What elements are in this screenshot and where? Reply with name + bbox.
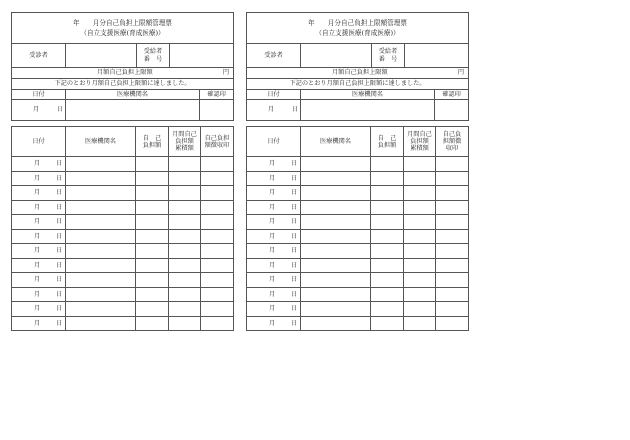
- month-label: 月: [34, 261, 41, 269]
- log-cumulative-field[interactable]: [404, 287, 436, 302]
- log-institution-field[interactable]: [66, 302, 136, 317]
- confirm-seal-field[interactable]: [200, 100, 234, 121]
- log-date-field[interactable]: [12, 287, 66, 302]
- log-row: [247, 258, 469, 273]
- confirm-seal-field[interactable]: [435, 100, 469, 121]
- log-institution-field[interactable]: [301, 229, 371, 244]
- day-label: 日: [56, 290, 63, 298]
- log-row: [247, 186, 469, 201]
- day-label: 日: [291, 305, 298, 312]
- log-self-pay-field[interactable]: [371, 302, 404, 317]
- month-label: 月: [269, 319, 276, 327]
- log-row: [247, 157, 469, 172]
- day-label: 日: [291, 160, 298, 167]
- log-cumulative-field[interactable]: [404, 258, 436, 273]
- month-label: 月: [269, 232, 276, 240]
- log-date-field[interactable]: [12, 316, 66, 331]
- log-cumulative-field[interactable]: [404, 215, 436, 230]
- confirm-seal-header: 確認印: [435, 90, 469, 100]
- log-self-pay-field[interactable]: [136, 287, 169, 302]
- log-cumulative-field[interactable]: [169, 273, 201, 288]
- monthly-limit-row[interactable]: [12, 68, 234, 79]
- receipt-header-line1: 自己負: [442, 131, 462, 138]
- day-label: 日: [56, 319, 63, 327]
- month-label: 月: [269, 174, 276, 182]
- log-self-pay-field[interactable]: [136, 273, 169, 288]
- log-cumulative-field[interactable]: [404, 200, 436, 215]
- log-institution-field[interactable]: [66, 244, 136, 259]
- log-institution-field[interactable]: [66, 200, 136, 215]
- log-receipt-seal-field[interactable]: [436, 186, 469, 201]
- log-date-field[interactable]: [247, 200, 301, 215]
- monthly-limit-row[interactable]: [247, 68, 469, 79]
- log-self-pay-field[interactable]: [136, 171, 169, 186]
- day-label: 日: [56, 160, 63, 167]
- log-self-pay-field[interactable]: [371, 258, 404, 273]
- confirm-date-header: 日付: [12, 90, 66, 100]
- log-institution-field[interactable]: [66, 287, 136, 302]
- log-receipt-seal-field[interactable]: [436, 244, 469, 259]
- log-self-pay-field[interactable]: [371, 287, 404, 302]
- log-self-pay-field[interactable]: [136, 200, 169, 215]
- monthly-limit-label: 月額自己負担上限額: [332, 69, 388, 76]
- log-row: [247, 171, 469, 186]
- month-label: 月: [268, 106, 275, 113]
- log-institution-field[interactable]: [66, 157, 136, 172]
- patient-label: 受診者: [247, 44, 301, 68]
- log-date-field[interactable]: [12, 157, 66, 172]
- log-cumulative-header: [404, 127, 436, 157]
- log-cumulative-field[interactable]: [404, 244, 436, 259]
- log-receipt-seal-header: [201, 127, 234, 157]
- day-label: 日: [291, 174, 298, 182]
- log-self-pay-field[interactable]: [136, 215, 169, 230]
- log-receipt-seal-field[interactable]: [436, 157, 469, 172]
- confirm-institution-header: 医療機関名: [66, 90, 200, 100]
- log-institution-field[interactable]: [301, 258, 371, 273]
- log-date-field[interactable]: [247, 229, 301, 244]
- day-label: 日: [56, 247, 63, 254]
- log-date-field[interactable]: [12, 244, 66, 259]
- log-institution-field[interactable]: [301, 287, 371, 302]
- log-receipt-seal-field[interactable]: [201, 200, 234, 215]
- confirm-seal-header: 確認印: [200, 90, 234, 100]
- month-label: 月: [269, 261, 276, 269]
- log-receipt-seal-field[interactable]: [201, 186, 234, 201]
- log-date-field[interactable]: [12, 273, 66, 288]
- log-institution-field[interactable]: [301, 171, 371, 186]
- recipient-number-label: [372, 44, 405, 68]
- log-date-field[interactable]: [247, 171, 301, 186]
- log-self-pay-field[interactable]: [371, 229, 404, 244]
- payment-log-table: [11, 126, 234, 331]
- self-pay-header-line2: 負担額: [142, 141, 162, 149]
- log-date-field[interactable]: [12, 302, 66, 317]
- limit-reached-note: 下記のとおり月額自己負担上限額に達しました。: [12, 79, 234, 90]
- log-row: [247, 200, 469, 215]
- form-title-line2: （自立支援医療(育成医療)）: [80, 29, 165, 37]
- day-label: 日: [56, 174, 63, 182]
- log-date-field[interactable]: [247, 157, 301, 172]
- cumulative-header-line2: 負担額: [410, 138, 429, 145]
- log-receipt-seal-field[interactable]: [436, 258, 469, 273]
- log-self-pay-field[interactable]: [371, 215, 404, 230]
- log-institution-field[interactable]: [66, 186, 136, 201]
- confirm-institution-field[interactable]: [66, 100, 200, 121]
- day-label: 日: [56, 305, 63, 312]
- log-institution-field[interactable]: [301, 244, 371, 259]
- self-pay-header-line1: 自 己: [377, 134, 397, 142]
- month-label: 月: [34, 247, 41, 254]
- month-label: 月: [269, 160, 276, 167]
- confirm-date-field[interactable]: [12, 100, 66, 121]
- day-label: 日: [291, 232, 298, 240]
- log-row: [12, 229, 234, 244]
- day-label: 日: [291, 276, 298, 283]
- log-self-pay-field[interactable]: [371, 200, 404, 215]
- log-row: [247, 244, 469, 259]
- log-cumulative-header: [169, 127, 201, 157]
- log-date-field[interactable]: [12, 186, 66, 201]
- confirm-institution-header: 医療機関名: [301, 90, 435, 100]
- month-label: 月: [34, 160, 41, 167]
- month-label: 月: [34, 189, 41, 196]
- log-institution-field[interactable]: [66, 258, 136, 273]
- log-receipt-seal-field[interactable]: [201, 215, 234, 230]
- log-cumulative-field[interactable]: [169, 229, 201, 244]
- day-label: 日: [291, 290, 298, 298]
- log-self-pay-field[interactable]: [371, 273, 404, 288]
- log-date-header: 日付: [12, 127, 66, 157]
- patient-name-field[interactable]: [66, 44, 137, 68]
- month-label: 月: [34, 290, 41, 298]
- log-receipt-seal-field[interactable]: [201, 316, 234, 331]
- month-label: 月: [33, 106, 40, 113]
- log-institution-field[interactable]: [301, 200, 371, 215]
- receipt-header-line1: 自己負担: [204, 134, 230, 142]
- log-cumulative-field[interactable]: [169, 316, 201, 331]
- cumulative-header-line1: 月間自己: [172, 131, 197, 138]
- patient-name-field[interactable]: [301, 44, 372, 68]
- log-self-pay-field[interactable]: [371, 244, 404, 259]
- log-row: [12, 287, 234, 302]
- log-receipt-seal-field[interactable]: [436, 229, 469, 244]
- form-title: [247, 13, 469, 44]
- month-label: 月: [269, 290, 276, 298]
- log-receipt-seal-field[interactable]: [436, 200, 469, 215]
- monthly-limit-unit: 円: [457, 69, 465, 76]
- log-row: [12, 244, 234, 259]
- limit-reached-note: 下記のとおり月額自己負担上限額に達しました。: [247, 79, 469, 90]
- monthly-limit-unit: 円: [222, 69, 230, 76]
- log-date-field[interactable]: [247, 258, 301, 273]
- recipient-label-line1: 受給者: [143, 48, 163, 55]
- form-header-table: [246, 12, 469, 90]
- log-institution-field[interactable]: [66, 171, 136, 186]
- confirm-date-field[interactable]: [247, 100, 301, 121]
- log-institution-field[interactable]: [66, 215, 136, 230]
- log-self-pay-field[interactable]: [136, 229, 169, 244]
- form-title-line1: 年 月分自己負担上限額管理票: [73, 19, 172, 27]
- log-row: [12, 215, 234, 230]
- log-cumulative-field[interactable]: [404, 316, 436, 331]
- log-date-field[interactable]: [247, 215, 301, 230]
- log-date-field[interactable]: [247, 316, 301, 331]
- log-self-pay-field[interactable]: [371, 186, 404, 201]
- log-institution-field[interactable]: [301, 186, 371, 201]
- log-date-field[interactable]: [12, 171, 66, 186]
- log-self-pay-field[interactable]: [371, 171, 404, 186]
- log-receipt-seal-field[interactable]: [436, 316, 469, 331]
- day-label: 日: [291, 261, 298, 269]
- day-label: 日: [291, 189, 298, 196]
- log-cumulative-field[interactable]: [404, 186, 436, 201]
- day-label: 日: [57, 106, 64, 113]
- self-pay-header-line1: 自 己: [142, 134, 162, 142]
- form-header-table: [11, 12, 234, 90]
- log-row: [247, 215, 469, 230]
- log-row: [12, 200, 234, 215]
- log-self-pay-field[interactable]: [371, 316, 404, 331]
- log-date-field[interactable]: [247, 302, 301, 317]
- log-row: [12, 186, 234, 201]
- log-self-pay-field[interactable]: [136, 157, 169, 172]
- day-label: 日: [291, 203, 298, 211]
- day-label: 日: [56, 203, 63, 211]
- log-receipt-seal-field[interactable]: [201, 258, 234, 273]
- log-row: [247, 316, 469, 331]
- log-receipt-seal-field[interactable]: [436, 302, 469, 317]
- day-label: 日: [291, 218, 298, 225]
- log-institution-field[interactable]: [301, 215, 371, 230]
- recipient-number-field[interactable]: [170, 44, 234, 68]
- log-date-field[interactable]: [247, 287, 301, 302]
- log-date-field[interactable]: [247, 244, 301, 259]
- log-row: [12, 316, 234, 331]
- log-institution-field[interactable]: [66, 316, 136, 331]
- day-label: 日: [56, 261, 63, 269]
- payment-log-table: [246, 126, 469, 331]
- log-institution-field[interactable]: [301, 302, 371, 317]
- log-receipt-seal-header: [436, 127, 469, 157]
- month-label: 月: [269, 247, 276, 254]
- day-label: 日: [56, 189, 63, 196]
- log-cumulative-field[interactable]: [404, 157, 436, 172]
- month-label: 月: [269, 189, 276, 196]
- log-receipt-seal-field[interactable]: [201, 287, 234, 302]
- log-cumulative-field[interactable]: [169, 215, 201, 230]
- month-label: 月: [34, 203, 41, 211]
- log-cumulative-field[interactable]: [404, 302, 436, 317]
- receipt-header-line2: 担額徴: [442, 138, 462, 145]
- log-date-field[interactable]: [12, 215, 66, 230]
- confirm-date-header: 日付: [247, 90, 301, 100]
- month-label: 月: [34, 218, 41, 225]
- log-institution-field[interactable]: [301, 157, 371, 172]
- log-cumulative-field[interactable]: [404, 229, 436, 244]
- log-row: [12, 258, 234, 273]
- log-row: [247, 273, 469, 288]
- log-receipt-seal-field[interactable]: [201, 157, 234, 172]
- log-cumulative-field[interactable]: [169, 302, 201, 317]
- recipient-number-field[interactable]: [405, 44, 469, 68]
- day-label: 日: [291, 247, 298, 254]
- log-institution-field[interactable]: [301, 316, 371, 331]
- cumulative-header-line3: 累積額: [410, 145, 429, 152]
- log-self-pay-header: [136, 127, 169, 157]
- form-left: [11, 12, 233, 331]
- log-cumulative-field[interactable]: [404, 273, 436, 288]
- log-date-field[interactable]: [12, 258, 66, 273]
- day-label: 日: [291, 319, 298, 327]
- log-cumulative-field[interactable]: [404, 171, 436, 186]
- month-label: 月: [34, 319, 41, 327]
- log-cumulative-field[interactable]: [169, 186, 201, 201]
- confirm-table: [246, 89, 469, 121]
- log-self-pay-field[interactable]: [136, 302, 169, 317]
- log-receipt-seal-field[interactable]: [201, 229, 234, 244]
- log-institution-field[interactable]: [301, 273, 371, 288]
- log-receipt-seal-field[interactable]: [201, 171, 234, 186]
- log-receipt-seal-field[interactable]: [201, 244, 234, 259]
- form-title-line2: （自立支援医療(育成医療)）: [315, 29, 400, 37]
- recipient-label-line2: 番 号: [143, 55, 163, 63]
- cumulative-header-line3: 累積額: [175, 145, 194, 152]
- recipient-label-line1: 受給者: [378, 48, 398, 55]
- cumulative-header-line2: 負担額: [175, 138, 194, 145]
- patient-label: 受診者: [12, 44, 66, 68]
- log-self-pay-header: [371, 127, 404, 157]
- self-pay-header-line2: 負担額: [377, 141, 397, 149]
- month-label: 月: [269, 276, 276, 283]
- log-self-pay-field[interactable]: [136, 258, 169, 273]
- log-date-field[interactable]: [247, 273, 301, 288]
- month-label: 月: [34, 232, 41, 240]
- log-row: [247, 302, 469, 317]
- day-label: 日: [56, 276, 63, 283]
- log-date-field[interactable]: [12, 229, 66, 244]
- log-cumulative-field[interactable]: [169, 171, 201, 186]
- month-label: 月: [269, 203, 276, 211]
- recipient-number-label: [137, 44, 170, 68]
- log-institution-field[interactable]: [66, 273, 136, 288]
- log-date-field[interactable]: [247, 186, 301, 201]
- log-receipt-seal-field[interactable]: [201, 273, 234, 288]
- log-date-field[interactable]: [12, 200, 66, 215]
- log-institution-header: 医療機関名: [301, 127, 371, 157]
- month-label: 月: [34, 305, 41, 312]
- log-receipt-seal-field[interactable]: [436, 215, 469, 230]
- month-label: 月: [34, 276, 41, 283]
- day-label: 日: [56, 232, 63, 240]
- log-receipt-seal-field[interactable]: [436, 171, 469, 186]
- log-self-pay-field[interactable]: [136, 316, 169, 331]
- log-row: [247, 229, 469, 244]
- receipt-header-line3: 収印: [445, 145, 459, 152]
- log-row: [12, 157, 234, 172]
- log-receipt-seal-field[interactable]: [201, 302, 234, 317]
- log-row: [12, 273, 234, 288]
- recipient-label-line2: 番 号: [378, 55, 398, 63]
- log-self-pay-field[interactable]: [136, 244, 169, 259]
- log-date-header: 日付: [247, 127, 301, 157]
- log-receipt-seal-field[interactable]: [436, 287, 469, 302]
- log-row: [12, 302, 234, 317]
- log-receipt-seal-field[interactable]: [436, 273, 469, 288]
- receipt-header-line2: 額徴収印: [204, 141, 230, 149]
- log-cumulative-field[interactable]: [169, 200, 201, 215]
- day-label: 日: [56, 218, 63, 225]
- confirm-institution-field[interactable]: [301, 100, 435, 121]
- confirm-table: [11, 89, 234, 121]
- month-label: 月: [269, 305, 276, 312]
- month-label: 月: [269, 218, 276, 225]
- log-row: [12, 171, 234, 186]
- log-self-pay-field[interactable]: [371, 157, 404, 172]
- form-title-line1: 年 月分自己負担上限額管理票: [308, 19, 407, 27]
- cumulative-header-line1: 月間自己: [407, 131, 432, 138]
- log-institution-field[interactable]: [66, 229, 136, 244]
- monthly-limit-label: 月額自己負担上限額: [97, 69, 153, 76]
- form-right: [246, 12, 468, 331]
- log-cumulative-field[interactable]: [169, 157, 201, 172]
- day-label: 日: [292, 106, 299, 113]
- month-label: 月: [34, 174, 41, 182]
- log-cumulative-field[interactable]: [169, 287, 201, 302]
- log-cumulative-field[interactable]: [169, 244, 201, 259]
- form-title: [12, 13, 234, 44]
- log-cumulative-field[interactable]: [169, 258, 201, 273]
- log-institution-header: 医療機関名: [66, 127, 136, 157]
- log-row: [247, 287, 469, 302]
- log-self-pay-field[interactable]: [136, 186, 169, 201]
